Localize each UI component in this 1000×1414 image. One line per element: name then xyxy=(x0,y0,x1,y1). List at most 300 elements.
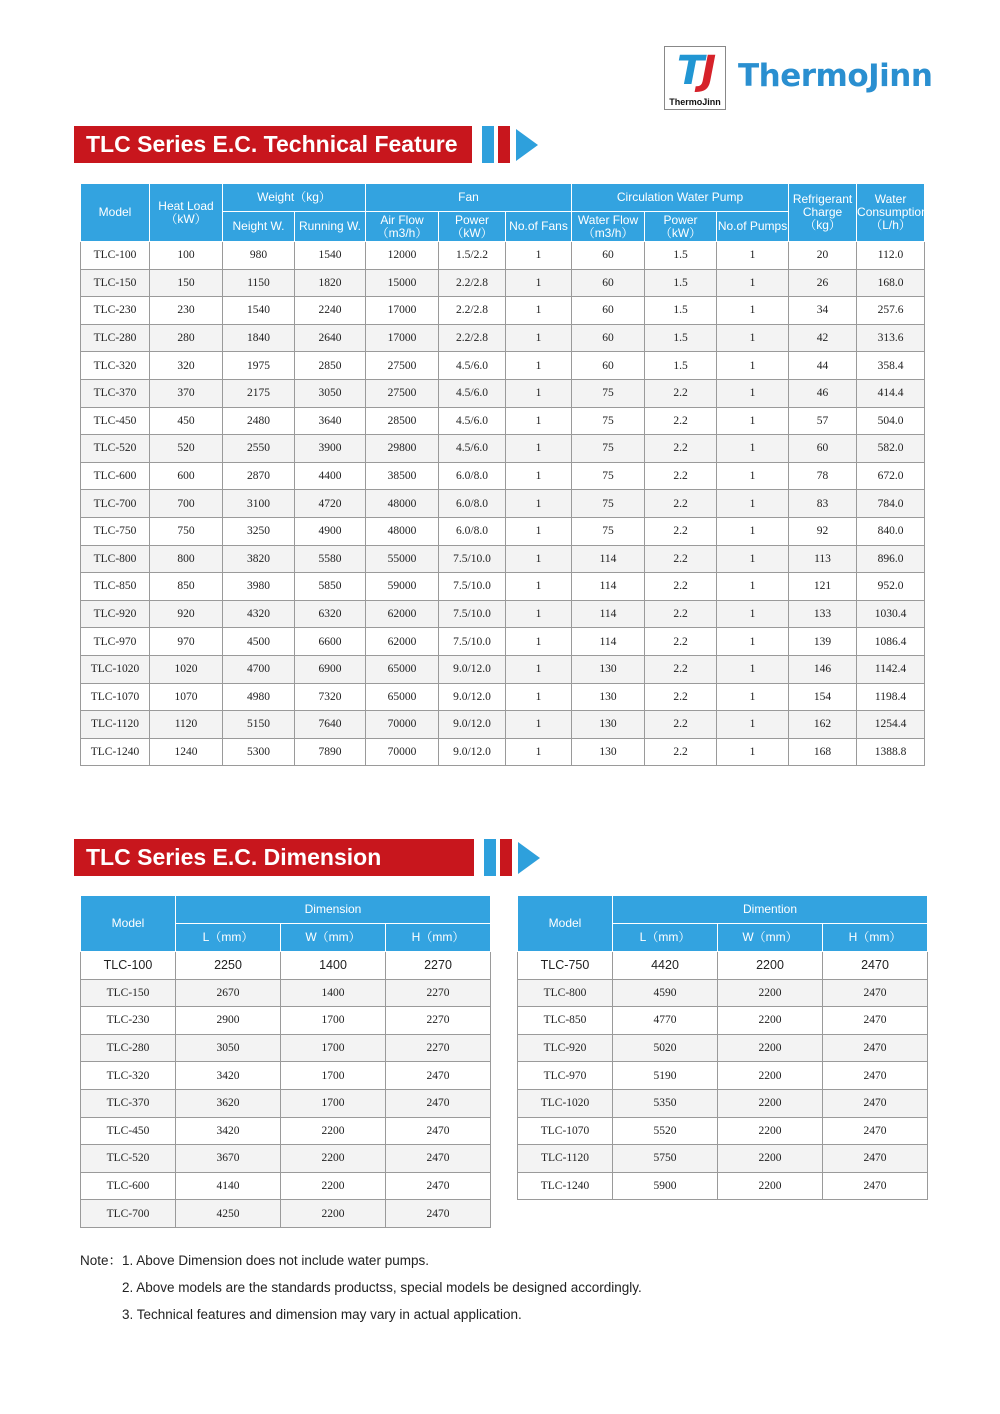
table-cell: 2470 xyxy=(823,1034,928,1062)
table-cell: 133 xyxy=(789,600,857,628)
table-cell: 5900 xyxy=(613,1172,718,1200)
table-cell: 980 xyxy=(223,242,295,270)
table-cell: 1 xyxy=(717,738,789,766)
table-cell: 1 xyxy=(717,269,789,297)
table-cell: 2.2 xyxy=(645,600,717,628)
table-cell: 3620 xyxy=(176,1089,281,1117)
table-cell: 4250 xyxy=(176,1200,281,1228)
model-cell: TLC-600 xyxy=(81,1172,176,1200)
table-cell: 2550 xyxy=(223,435,295,463)
table-cell: 1 xyxy=(717,407,789,435)
table-cell: 2470 xyxy=(386,1172,491,1200)
dimension-section-title: TLC Series E.C. Dimension xyxy=(74,839,474,876)
table-cell: 1540 xyxy=(295,242,366,270)
water-flow-label: Water Flow xyxy=(577,212,639,227)
table-cell: 1 xyxy=(506,407,572,435)
table-cell: 2850 xyxy=(295,352,366,380)
table-row xyxy=(81,1062,491,1090)
table-cell: 1 xyxy=(506,517,572,545)
table-cell: 60 xyxy=(572,242,645,270)
table-row xyxy=(81,407,925,435)
model-cell: TLC-100 xyxy=(81,242,150,270)
col-model: Model xyxy=(81,896,176,952)
table-cell: 3100 xyxy=(223,490,295,518)
col-model: Model xyxy=(81,184,150,242)
table-cell: 1 xyxy=(506,738,572,766)
table-cell: 1086.4 xyxy=(857,628,925,656)
table-cell: 800 xyxy=(150,545,223,573)
table-cell: 46 xyxy=(789,379,857,407)
table-cell: 4900 xyxy=(295,517,366,545)
pump-power-unit: （kW） xyxy=(659,225,702,240)
table-cell: 7.5/10.0 xyxy=(439,545,506,573)
table-cell: 4400 xyxy=(295,462,366,490)
table-cell: 28500 xyxy=(366,407,439,435)
table-cell: 154 xyxy=(789,683,857,711)
banner-blue-stripe xyxy=(482,126,494,163)
col-length: L（mm） xyxy=(176,924,281,952)
table-cell: 2175 xyxy=(223,379,295,407)
table-row xyxy=(518,1062,928,1090)
table-cell: 2670 xyxy=(176,979,281,1007)
table-cell: 3900 xyxy=(295,435,366,463)
table-cell: 2.2 xyxy=(645,379,717,407)
col-group-dimention: Dimention xyxy=(613,896,928,924)
table-cell: 1840 xyxy=(223,324,295,352)
logo-mark-j: J xyxy=(701,48,714,94)
table-cell: 1820 xyxy=(295,269,366,297)
table-cell: 2470 xyxy=(823,1145,928,1173)
table-cell: 1 xyxy=(506,683,572,711)
table-cell: 59000 xyxy=(366,573,439,601)
table-cell: 1 xyxy=(717,683,789,711)
table-cell: 230 xyxy=(150,297,223,325)
table-cell: 1 xyxy=(717,435,789,463)
table-row xyxy=(518,1089,928,1117)
table-cell: 2200 xyxy=(718,1172,823,1200)
model-cell: TLC-520 xyxy=(81,435,150,463)
table-cell: 1 xyxy=(506,297,572,325)
table-row xyxy=(81,738,925,766)
table-cell: 2470 xyxy=(823,952,928,980)
table-cell: 3980 xyxy=(223,573,295,601)
model-cell: TLC-700 xyxy=(81,1200,176,1228)
table-cell: 1030.4 xyxy=(857,600,925,628)
table-cell: 5750 xyxy=(613,1145,718,1173)
banner-arrow-icon xyxy=(516,129,538,161)
table-cell: 17000 xyxy=(366,297,439,325)
col-heat-load xyxy=(150,184,223,242)
col-refrigerant-charge xyxy=(789,184,857,242)
water-flow-unit: （m3/h） xyxy=(582,225,634,240)
table-cell: 2.2 xyxy=(645,738,717,766)
table-cell: 5850 xyxy=(295,573,366,601)
model-cell: TLC-150 xyxy=(81,269,150,297)
model-cell: TLC-750 xyxy=(81,517,150,545)
table-cell: 1 xyxy=(717,600,789,628)
table-cell: 2.2/2.8 xyxy=(439,269,506,297)
table-row xyxy=(81,324,925,352)
table-cell: 2.2 xyxy=(645,517,717,545)
table-row xyxy=(518,1117,928,1145)
table-cell: 1.5 xyxy=(645,297,717,325)
tj-logo-mark xyxy=(664,46,726,110)
col-group-pump: Circulation Water Pump xyxy=(572,184,789,212)
table-cell: 62000 xyxy=(366,600,439,628)
table-cell: 1 xyxy=(506,573,572,601)
table-cell: 784.0 xyxy=(857,490,925,518)
table-row xyxy=(81,600,925,628)
note-item: 1. Above Dimension does not include water pumps. xyxy=(122,1253,429,1268)
table-cell: 4980 xyxy=(223,683,295,711)
table-cell: 114 xyxy=(572,545,645,573)
model-cell: TLC-800 xyxy=(81,545,150,573)
col-neight-weight: Neight W. xyxy=(223,212,295,242)
table-cell: 83 xyxy=(789,490,857,518)
table-row xyxy=(81,979,491,1007)
col-pump-power xyxy=(645,212,717,242)
table-cell: 1 xyxy=(506,711,572,739)
table-cell: 3420 xyxy=(176,1062,281,1090)
table-cell: 42 xyxy=(789,324,857,352)
table-cell: 1240 xyxy=(150,738,223,766)
table-cell: 4770 xyxy=(613,1007,718,1035)
table-cell: 1 xyxy=(717,517,789,545)
table-cell: 5350 xyxy=(613,1089,718,1117)
table-cell: 34 xyxy=(789,297,857,325)
table-cell: 4590 xyxy=(613,979,718,1007)
table-row xyxy=(81,517,925,545)
table-cell: 5580 xyxy=(295,545,366,573)
table-cell: 1 xyxy=(506,628,572,656)
table-cell: 2.2 xyxy=(645,573,717,601)
table-cell: 2470 xyxy=(386,1062,491,1090)
table-cell: 113 xyxy=(789,545,857,573)
technical-feature-table xyxy=(80,183,928,766)
water-unit: （L/h） xyxy=(870,218,911,232)
model-cell: TLC-230 xyxy=(81,1007,176,1035)
table-cell: 1 xyxy=(717,628,789,656)
table-cell: 370 xyxy=(150,379,223,407)
model-cell: TLC-600 xyxy=(81,462,150,490)
model-cell: TLC-1240 xyxy=(81,738,150,766)
table-cell: 5520 xyxy=(613,1117,718,1145)
table-cell: 2.2 xyxy=(645,462,717,490)
table-cell: 2.2 xyxy=(645,628,717,656)
table-cell: 6900 xyxy=(295,655,366,683)
table-cell: 38500 xyxy=(366,462,439,490)
model-cell: TLC-150 xyxy=(81,979,176,1007)
table-row xyxy=(81,711,925,739)
table-cell: 2470 xyxy=(386,1117,491,1145)
table-row xyxy=(81,1034,491,1062)
model-cell: TLC-1020 xyxy=(518,1089,613,1117)
col-running-weight: Running W. xyxy=(295,212,366,242)
table-cell: 840.0 xyxy=(857,517,925,545)
table-cell: 15000 xyxy=(366,269,439,297)
model-cell: TLC-920 xyxy=(81,600,150,628)
table-cell: 1 xyxy=(506,600,572,628)
table-cell: 582.0 xyxy=(857,435,925,463)
table-cell: 1 xyxy=(717,242,789,270)
table-cell: 48000 xyxy=(366,490,439,518)
table-cell: 600 xyxy=(150,462,223,490)
table-cell: 2.2 xyxy=(645,435,717,463)
table-cell: 75 xyxy=(572,407,645,435)
table-cell: 1120 xyxy=(150,711,223,739)
col-model: Model xyxy=(518,896,613,952)
table-cell: 2200 xyxy=(718,1007,823,1035)
model-cell: TLC-450 xyxy=(81,407,150,435)
table-cell: 17000 xyxy=(366,324,439,352)
table-cell: 1 xyxy=(506,545,572,573)
table-cell: 121 xyxy=(789,573,857,601)
table-cell: 320 xyxy=(150,352,223,380)
table-cell: 1 xyxy=(506,379,572,407)
table-cell: 57 xyxy=(789,407,857,435)
table-cell: 2200 xyxy=(718,1089,823,1117)
table-row xyxy=(518,1172,928,1200)
table-row xyxy=(81,1007,491,1035)
table-cell: 1020 xyxy=(150,655,223,683)
logo-wordmark: ThermoJinn xyxy=(738,58,933,94)
table-cell: 4.5/6.0 xyxy=(439,435,506,463)
table-cell: 2270 xyxy=(386,1007,491,1035)
table-cell: 9.0/12.0 xyxy=(439,655,506,683)
table-cell: 2470 xyxy=(386,1089,491,1117)
feature-section-title: TLC Series E.C. Technical Feature xyxy=(74,126,472,163)
table-cell: 2200 xyxy=(281,1145,386,1173)
col-water-flow xyxy=(572,212,645,242)
table-cell: 78 xyxy=(789,462,857,490)
table-cell: 44 xyxy=(789,352,857,380)
table-cell: 1254.4 xyxy=(857,711,925,739)
table-cell: 896.0 xyxy=(857,545,925,573)
banner-arrow-icon xyxy=(518,842,540,874)
table-row xyxy=(518,1145,928,1173)
col-width: W（mm） xyxy=(718,924,823,952)
table-cell: 2270 xyxy=(386,952,491,980)
table-cell: 414.4 xyxy=(857,379,925,407)
col-no-pumps: No.of Pumps xyxy=(717,212,789,242)
table-row xyxy=(81,435,925,463)
thermojinn-logo xyxy=(664,46,933,110)
table-cell: 2470 xyxy=(823,1172,928,1200)
table-cell: 2200 xyxy=(718,1145,823,1173)
banner-blue-stripe xyxy=(484,839,496,876)
table-cell: 1 xyxy=(717,352,789,380)
col-fan-power xyxy=(439,212,506,242)
table-row xyxy=(81,1089,491,1117)
table-cell: 2470 xyxy=(823,979,928,1007)
table-row xyxy=(81,490,925,518)
table-cell: 1400 xyxy=(281,952,386,980)
refrigerant-label-1: Refrigerant xyxy=(792,192,853,206)
table-cell: 1388.8 xyxy=(857,738,925,766)
table-cell: 70000 xyxy=(366,738,439,766)
table-cell: 1 xyxy=(717,655,789,683)
table-cell: 2200 xyxy=(718,979,823,1007)
table-cell: 1198.4 xyxy=(857,683,925,711)
note-item: 3. Technical features and dimension may vary in actual application. xyxy=(122,1307,522,1322)
table-cell: 2250 xyxy=(176,952,281,980)
table-row xyxy=(81,462,925,490)
table-cell: 1400 xyxy=(281,979,386,1007)
table-cell: 6600 xyxy=(295,628,366,656)
table-row xyxy=(81,1200,491,1228)
table-cell: 2.2/2.8 xyxy=(439,297,506,325)
table-cell: 2200 xyxy=(718,1117,823,1145)
col-water-consumption xyxy=(857,184,928,242)
table-row xyxy=(81,545,925,573)
model-cell: TLC-1120 xyxy=(518,1145,613,1173)
table-cell: 850 xyxy=(150,573,223,601)
table-cell: 130 xyxy=(572,655,645,683)
table-cell: 1975 xyxy=(223,352,295,380)
model-cell: TLC-1020 xyxy=(81,655,150,683)
model-cell: TLC-1240 xyxy=(518,1172,613,1200)
table-cell: 1.5 xyxy=(645,324,717,352)
table-cell: 48000 xyxy=(366,517,439,545)
table-cell: 55000 xyxy=(366,545,439,573)
table-cell: 168.0 xyxy=(857,269,925,297)
table-cell: 1.5 xyxy=(645,269,717,297)
table-cell: 2.2 xyxy=(645,545,717,573)
air-flow-unit: （m3/h） xyxy=(376,225,428,240)
table-cell: 5190 xyxy=(613,1062,718,1090)
table-cell: 7.5/10.0 xyxy=(439,628,506,656)
table-cell: 6.0/8.0 xyxy=(439,462,506,490)
table-cell: 9.0/12.0 xyxy=(439,683,506,711)
table-cell: 280 xyxy=(150,324,223,352)
table-cell: 2270 xyxy=(386,979,491,1007)
col-group-weight: Weight（kg） xyxy=(223,184,366,212)
table-row xyxy=(518,1007,928,1035)
table-cell: 75 xyxy=(572,379,645,407)
table-cell: 1 xyxy=(717,297,789,325)
table-cell: 1.5 xyxy=(645,352,717,380)
col-air-flow xyxy=(366,212,439,242)
table-cell: 2200 xyxy=(281,1200,386,1228)
table-cell: 1 xyxy=(506,269,572,297)
table-cell: 1150 xyxy=(223,269,295,297)
table-cell: 1 xyxy=(717,462,789,490)
table-cell: 952.0 xyxy=(857,573,925,601)
col-group-dimension: Dimension xyxy=(176,896,491,924)
col-width: W（mm） xyxy=(281,924,386,952)
heat-load-unit: （kW） xyxy=(165,211,207,226)
table-cell: 313.6 xyxy=(857,324,925,352)
table-cell: 1700 xyxy=(281,1062,386,1090)
table-cell: 1 xyxy=(506,435,572,463)
table-cell: 450 xyxy=(150,407,223,435)
model-cell: TLC-370 xyxy=(81,1089,176,1117)
table-cell: 2470 xyxy=(386,1145,491,1173)
table-cell: 2.2 xyxy=(645,407,717,435)
table-cell: 60 xyxy=(572,352,645,380)
table-cell: 60 xyxy=(572,269,645,297)
table-cell: 150 xyxy=(150,269,223,297)
table-cell: 1 xyxy=(506,352,572,380)
table-cell: 1 xyxy=(506,462,572,490)
logo-mark-t: T xyxy=(676,48,702,94)
col-no-fans: No.of Fans xyxy=(506,212,572,242)
table-cell: 7890 xyxy=(295,738,366,766)
table-row xyxy=(518,1034,928,1062)
col-length: L（mm） xyxy=(613,924,718,952)
table-cell: 114 xyxy=(572,573,645,601)
table-cell: 5150 xyxy=(223,711,295,739)
pump-power-label: Power xyxy=(663,212,698,227)
table-cell: 130 xyxy=(572,738,645,766)
banner-red-stripe xyxy=(500,839,512,876)
model-cell: TLC-450 xyxy=(81,1117,176,1145)
table-cell: 3250 xyxy=(223,517,295,545)
col-height: H（mm） xyxy=(823,924,928,952)
table-cell: 6.0/8.0 xyxy=(439,490,506,518)
table-cell: 20 xyxy=(789,242,857,270)
table-cell: 2.2/2.8 xyxy=(439,324,506,352)
table-cell: 70000 xyxy=(366,711,439,739)
dimension-table-right xyxy=(517,895,928,1200)
table-cell: 65000 xyxy=(366,683,439,711)
table-cell: 3420 xyxy=(176,1117,281,1145)
notes xyxy=(80,1252,642,1333)
table-cell: 4.5/6.0 xyxy=(439,407,506,435)
table-cell: 1 xyxy=(717,324,789,352)
table-cell: 1 xyxy=(717,545,789,573)
table-cell: 60 xyxy=(789,435,857,463)
table-cell: 75 xyxy=(572,462,645,490)
table-cell: 130 xyxy=(572,711,645,739)
table-cell: 672.0 xyxy=(857,462,925,490)
table-cell: 112.0 xyxy=(857,242,925,270)
table-cell: 5300 xyxy=(223,738,295,766)
table-cell: 100 xyxy=(150,242,223,270)
table-cell: 2640 xyxy=(295,324,366,352)
refrigerant-label-2: Charge xyxy=(802,205,843,219)
table-cell: 2.2 xyxy=(645,490,717,518)
table-cell: 4500 xyxy=(223,628,295,656)
table-cell: 1 xyxy=(506,324,572,352)
table-cell: 4.5/6.0 xyxy=(439,352,506,380)
table-row xyxy=(81,379,925,407)
model-cell: TLC-850 xyxy=(518,1007,613,1035)
table-cell: 1 xyxy=(717,573,789,601)
table-cell: 4720 xyxy=(295,490,366,518)
table-cell: 139 xyxy=(789,628,857,656)
refrigerant-unit: （kg） xyxy=(804,218,841,232)
table-row xyxy=(518,952,928,980)
table-cell: 1 xyxy=(506,242,572,270)
model-cell: TLC-750 xyxy=(518,952,613,980)
table-cell: 3670 xyxy=(176,1145,281,1173)
model-cell: TLC-1120 xyxy=(81,711,150,739)
table-cell: 2480 xyxy=(223,407,295,435)
model-cell: TLC-1070 xyxy=(81,683,150,711)
table-cell: 970 xyxy=(150,628,223,656)
table-cell: 9.0/12.0 xyxy=(439,738,506,766)
model-cell: TLC-970 xyxy=(518,1062,613,1090)
table-cell: 1 xyxy=(506,490,572,518)
table-cell: 75 xyxy=(572,490,645,518)
banner-red-stripe xyxy=(498,126,510,163)
air-flow-label: Air Flow xyxy=(380,212,424,227)
table-cell: 2200 xyxy=(718,952,823,980)
table-cell: 1 xyxy=(717,711,789,739)
table-cell: 7.5/10.0 xyxy=(439,573,506,601)
table-row xyxy=(81,352,925,380)
